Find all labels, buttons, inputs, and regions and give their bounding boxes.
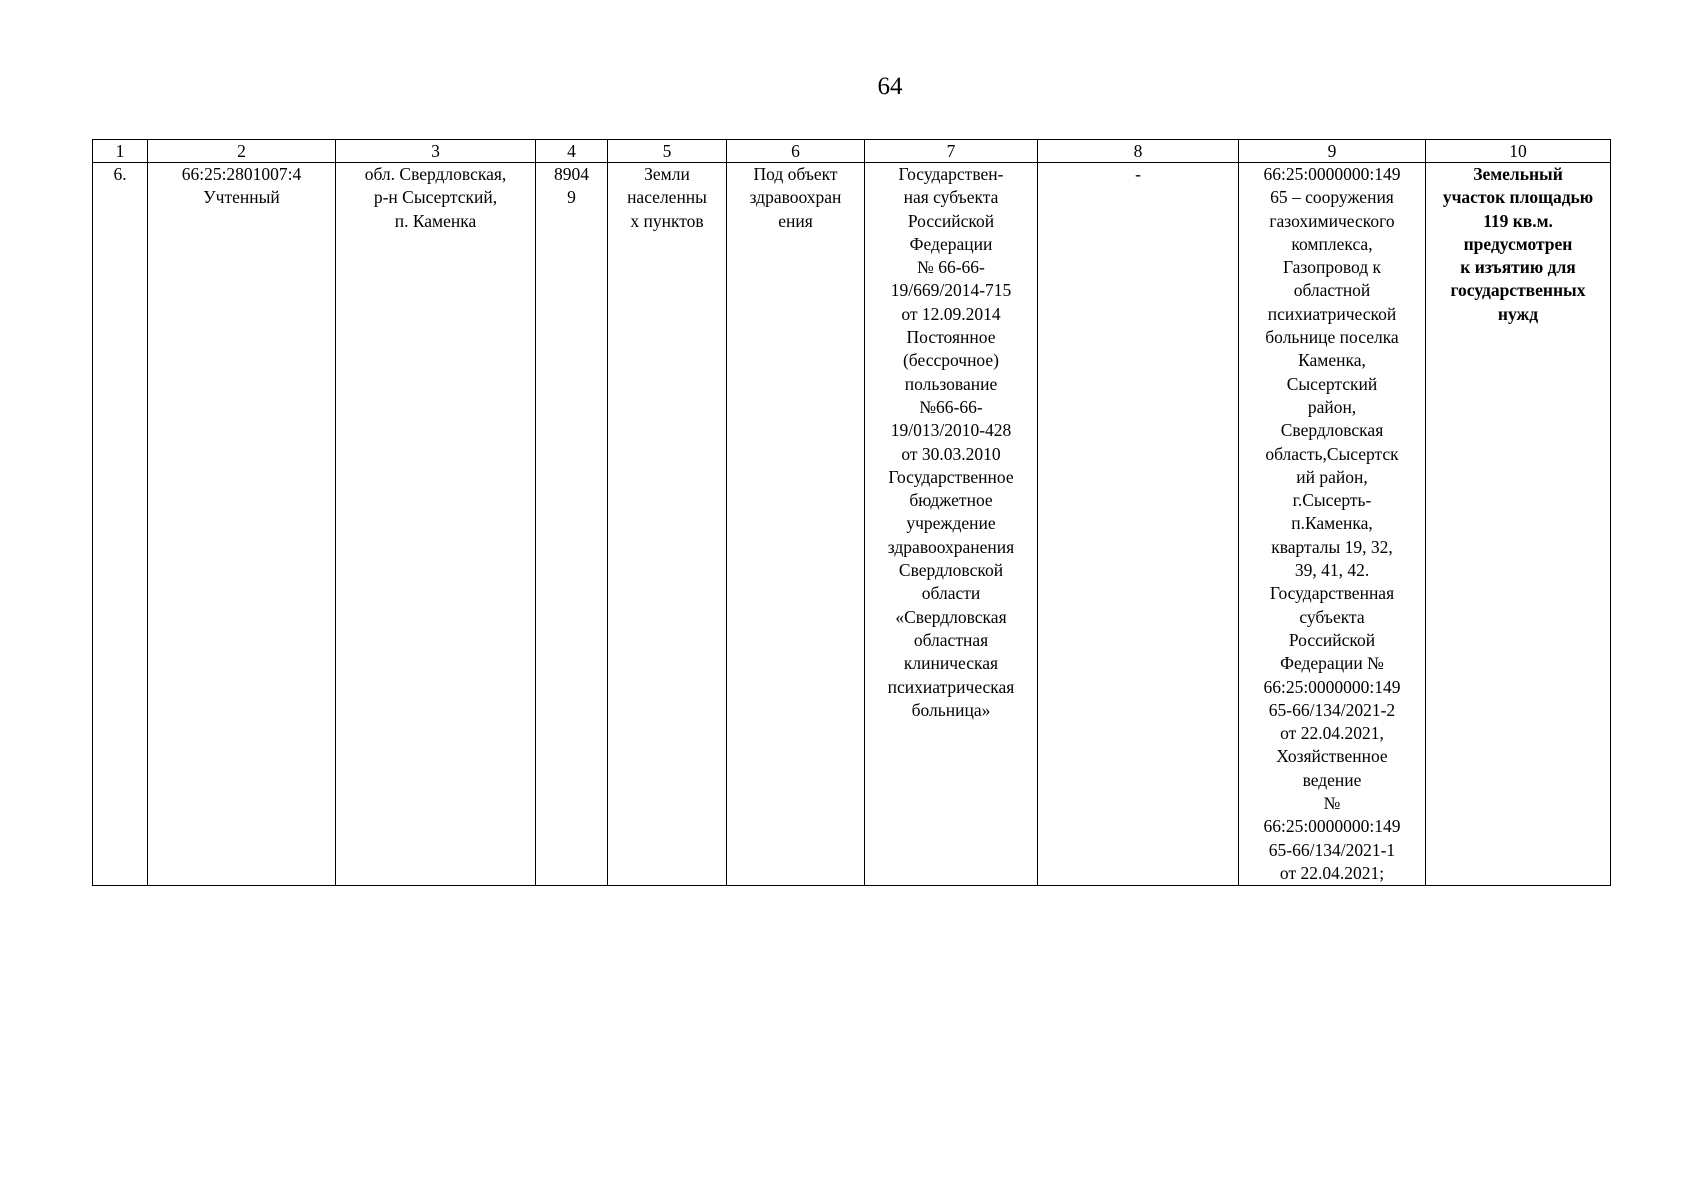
column-header: 7 bbox=[865, 140, 1038, 163]
cell-text-line: Постоянное bbox=[906, 327, 996, 348]
cell-text-line: 9 bbox=[567, 187, 576, 208]
page-number: 64 bbox=[877, 73, 903, 100]
cell-text-line: Земли bbox=[644, 164, 690, 184]
land-plot-table bbox=[92, 139, 1611, 886]
cell-text-line: клиническая bbox=[903, 653, 999, 674]
table-row bbox=[93, 163, 1611, 886]
cell-text-line: 65-66/134/2021-1 bbox=[1268, 839, 1396, 860]
cell-text-line: Российской bbox=[907, 210, 995, 231]
cell-text-line: Свердловская bbox=[1280, 420, 1384, 441]
cell-text-line: Сысертский bbox=[1286, 373, 1378, 394]
cell-text-line: г.Сысерть- bbox=[1292, 490, 1372, 511]
cell-text-line: №66-66- bbox=[919, 396, 983, 417]
cell-text-line: 66:25:2801007:4 bbox=[181, 164, 302, 184]
cell-text-line: № 66-66- bbox=[917, 257, 985, 278]
cell-text-line: «Свердловская bbox=[895, 606, 1007, 627]
cell-text-line: 39, 41, 42. bbox=[1294, 560, 1370, 581]
column-header: 1 bbox=[93, 140, 148, 163]
cell-text-line: 119 кв.м. bbox=[1483, 210, 1553, 231]
cell-text-line: Учтенный bbox=[203, 187, 280, 208]
column-header: 8 bbox=[1038, 140, 1239, 163]
column-header: 5 bbox=[608, 140, 727, 163]
cell-text-line: бюджетное bbox=[909, 490, 993, 511]
cell-text-line: здравоохранения bbox=[887, 536, 1015, 557]
cell-text-line: 8904 bbox=[554, 164, 589, 184]
cell-text-line: предусмотрен bbox=[1463, 233, 1573, 254]
cell-text-line: газохимического bbox=[1269, 210, 1395, 231]
cell-text-line: психиатрическая bbox=[887, 676, 1015, 697]
cell-text-line: от 22.04.2021, bbox=[1280, 723, 1384, 744]
cell-text-line: кварталы 19, 32, bbox=[1271, 536, 1393, 557]
cell-text-line: Под объект bbox=[753, 164, 838, 184]
rights-cell bbox=[865, 163, 1038, 886]
cadastral-number-cell bbox=[148, 163, 336, 886]
cell-text-line: субъекта bbox=[1299, 606, 1365, 627]
cell-text-line: психиатрической bbox=[1267, 303, 1397, 324]
cell-text-line: ения bbox=[778, 210, 813, 231]
cell-text-line: Государственное bbox=[888, 466, 1014, 487]
column-header: 9 bbox=[1239, 140, 1426, 163]
cell-text-line: ведение bbox=[1302, 769, 1362, 790]
cell-text-line: нужд bbox=[1497, 303, 1539, 324]
cell-text-line: 66:25:0000000:149 bbox=[1263, 676, 1401, 697]
note-cell bbox=[1426, 163, 1611, 886]
land-category-cell bbox=[608, 163, 727, 886]
cell-text-line: Государствен- bbox=[898, 164, 1004, 184]
cell-text-line: (бессрочное) bbox=[902, 350, 999, 371]
cell-text-line: ная субъекта bbox=[903, 187, 999, 208]
cell-text-line: Государственная bbox=[1269, 583, 1395, 604]
encumbrance-cell bbox=[1038, 163, 1239, 886]
cell-text-line: от 12.09.2014 bbox=[901, 303, 1001, 324]
address-cell bbox=[336, 163, 536, 886]
cell-text-line: х пунктов bbox=[630, 210, 704, 231]
cell-text-line: Российской bbox=[1288, 629, 1376, 650]
cell-text-line: п. Каменка bbox=[394, 210, 477, 231]
column-number-row bbox=[93, 140, 1611, 163]
cell-text-line: 19/013/2010-428 bbox=[890, 420, 1012, 441]
cell-text-line: от 22.04.2021; bbox=[1279, 862, 1385, 883]
cell-text-line: 66:25:0000000:149 bbox=[1263, 816, 1401, 837]
column-header: 3 bbox=[336, 140, 536, 163]
cell-text-line: № bbox=[1323, 793, 1341, 814]
cell-text-line: область,Сысертск bbox=[1265, 443, 1399, 464]
cell-text-line: Земельный bbox=[1473, 164, 1563, 184]
cell-text-line: ий район, bbox=[1296, 466, 1368, 487]
cell-text-line: больница» bbox=[911, 699, 991, 720]
cell-text-line: обл. Свердловская, bbox=[364, 164, 507, 184]
column-header: 2 bbox=[148, 140, 336, 163]
column-header: 10 bbox=[1426, 140, 1611, 163]
cell-text-line: к изъятию для bbox=[1460, 257, 1576, 278]
cell-text-line: участок площадью bbox=[1442, 187, 1594, 208]
cell-text-line: 66:25:0000000:149 bbox=[1263, 164, 1401, 184]
cell-text-line: Федерации bbox=[909, 233, 993, 254]
cell-text-line: 6. bbox=[113, 164, 127, 184]
cell-text-line: - bbox=[1135, 164, 1141, 184]
cell-text-line: 65 – сооружения bbox=[1270, 187, 1394, 208]
cell-text-line: здравоохран bbox=[749, 187, 842, 208]
cell-text-line: населенны bbox=[627, 187, 707, 208]
cell-text-line: Каменка, bbox=[1298, 350, 1366, 371]
row-number-cell bbox=[93, 163, 148, 886]
column-header: 4 bbox=[536, 140, 608, 163]
cell-text-line: пользование bbox=[904, 373, 998, 394]
structures-cell bbox=[1239, 163, 1426, 886]
column-header: 6 bbox=[727, 140, 865, 163]
cell-text-line: от 30.03.2010 bbox=[901, 443, 1001, 464]
cell-text-line: район, bbox=[1307, 396, 1357, 417]
area-cell bbox=[536, 163, 608, 886]
cell-text-line: п.Каменка, bbox=[1291, 513, 1373, 534]
cell-text-line: области bbox=[921, 583, 981, 604]
cell-text-line: государственных bbox=[1450, 280, 1586, 301]
cell-text-line: областной bbox=[1293, 280, 1371, 301]
cell-text-line: 19/669/2014-715 bbox=[890, 280, 1012, 301]
cell-text-line: больнице поселка bbox=[1265, 327, 1399, 348]
cell-text-line: Свердловской bbox=[898, 560, 1004, 581]
cell-text-line: р-н Сысертский, bbox=[373, 187, 498, 208]
cell-text-line: областная bbox=[913, 629, 989, 650]
cell-text-line: комплекса, bbox=[1291, 233, 1373, 254]
cell-text-line: 65-66/134/2021-2 bbox=[1268, 699, 1396, 720]
cell-text-line: Газопровод к bbox=[1282, 257, 1382, 278]
permitted-use-cell bbox=[727, 163, 865, 886]
cell-text-line: Хозяйственное bbox=[1276, 746, 1388, 767]
cell-text-line: учреждение bbox=[906, 513, 996, 534]
cell-text-line: Федерации № bbox=[1280, 653, 1384, 674]
